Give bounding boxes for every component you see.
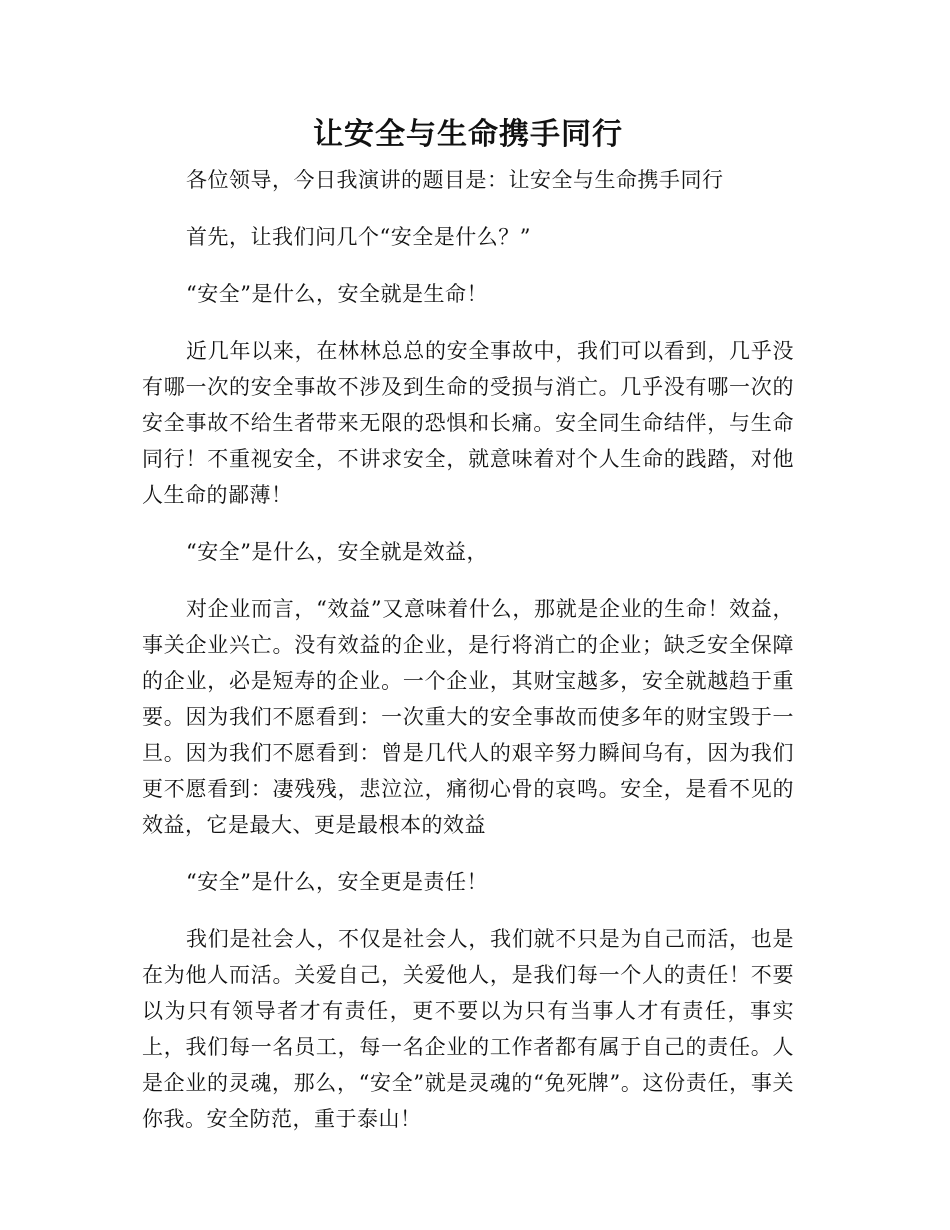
paragraph-question: 首先，让我们问几个“安全是什么？” (186, 225, 531, 249)
paragraph-safety-is-life: “安全”是什么，安全就是生命！ (186, 282, 488, 306)
document-title: 让安全与生命携手同行 (313, 117, 623, 152)
paragraph-responsibility-body: 我们是社会人，不仅是社会人，我们就不只是为自己而活，也是在为他人而活。关爱自己，关爱他人，是我们每一个人的责任！不要以为只有领导者才有责任，更不要以为只有当事人才有责任，事实上，我们每一名员工，每一名企业的工作者都有属于自己的责任。人是企业的灵魂，那么，“安全”就是灵魂的“免死牌”。这份责任，事关你我。安全防范，重于泰山！ (142, 927, 794, 1131)
document-body (142, 110, 794, 1137)
paragraph-greeting: 各位领导，今日我演讲的题目是：让安全与生命携手同行 (186, 168, 724, 192)
paragraph-life-body: 近几年以来，在林林总总的安全事故中，我们可以看到，几乎没有哪一次的安全事故不涉及到生命的受损与消亡。几乎没有哪一次的安全事故不给生者带来无限的恐惧和长痛。安全同生命结伴，与生命同行！不重视安全，不讲求安全，就意味着对个人生命的践踏，对他人生命的鄙薄！ (142, 339, 794, 507)
paragraph-benefit-body: 对企业而言，“效益”又意味着什么，那就是企业的生命！效益，事关企业兴亡。没有效益的企业，是行将消亡的企业；缺乏安全保障的企业，必是短寿的企业。一个企业，其财宝越多，安全就越趋于重要。因为我们不愿看到：一次重大的安全事故而使多年的财宝毁于一旦。因为我们不愿看到：曾是几代人的艰辛努力瞬间乌有，因为我们更不愿看到：凄残残，悲泣泣，痛彻心骨的哀鸣。安全，是看不见的效益，它是最大、更是最根本的效益 (142, 597, 794, 837)
paragraph-safety-is-benefit: “安全”是什么，安全就是效益， (186, 540, 488, 564)
paragraph-safety-is-responsibility: “安全”是什么，安全更是责任！ (186, 870, 488, 894)
